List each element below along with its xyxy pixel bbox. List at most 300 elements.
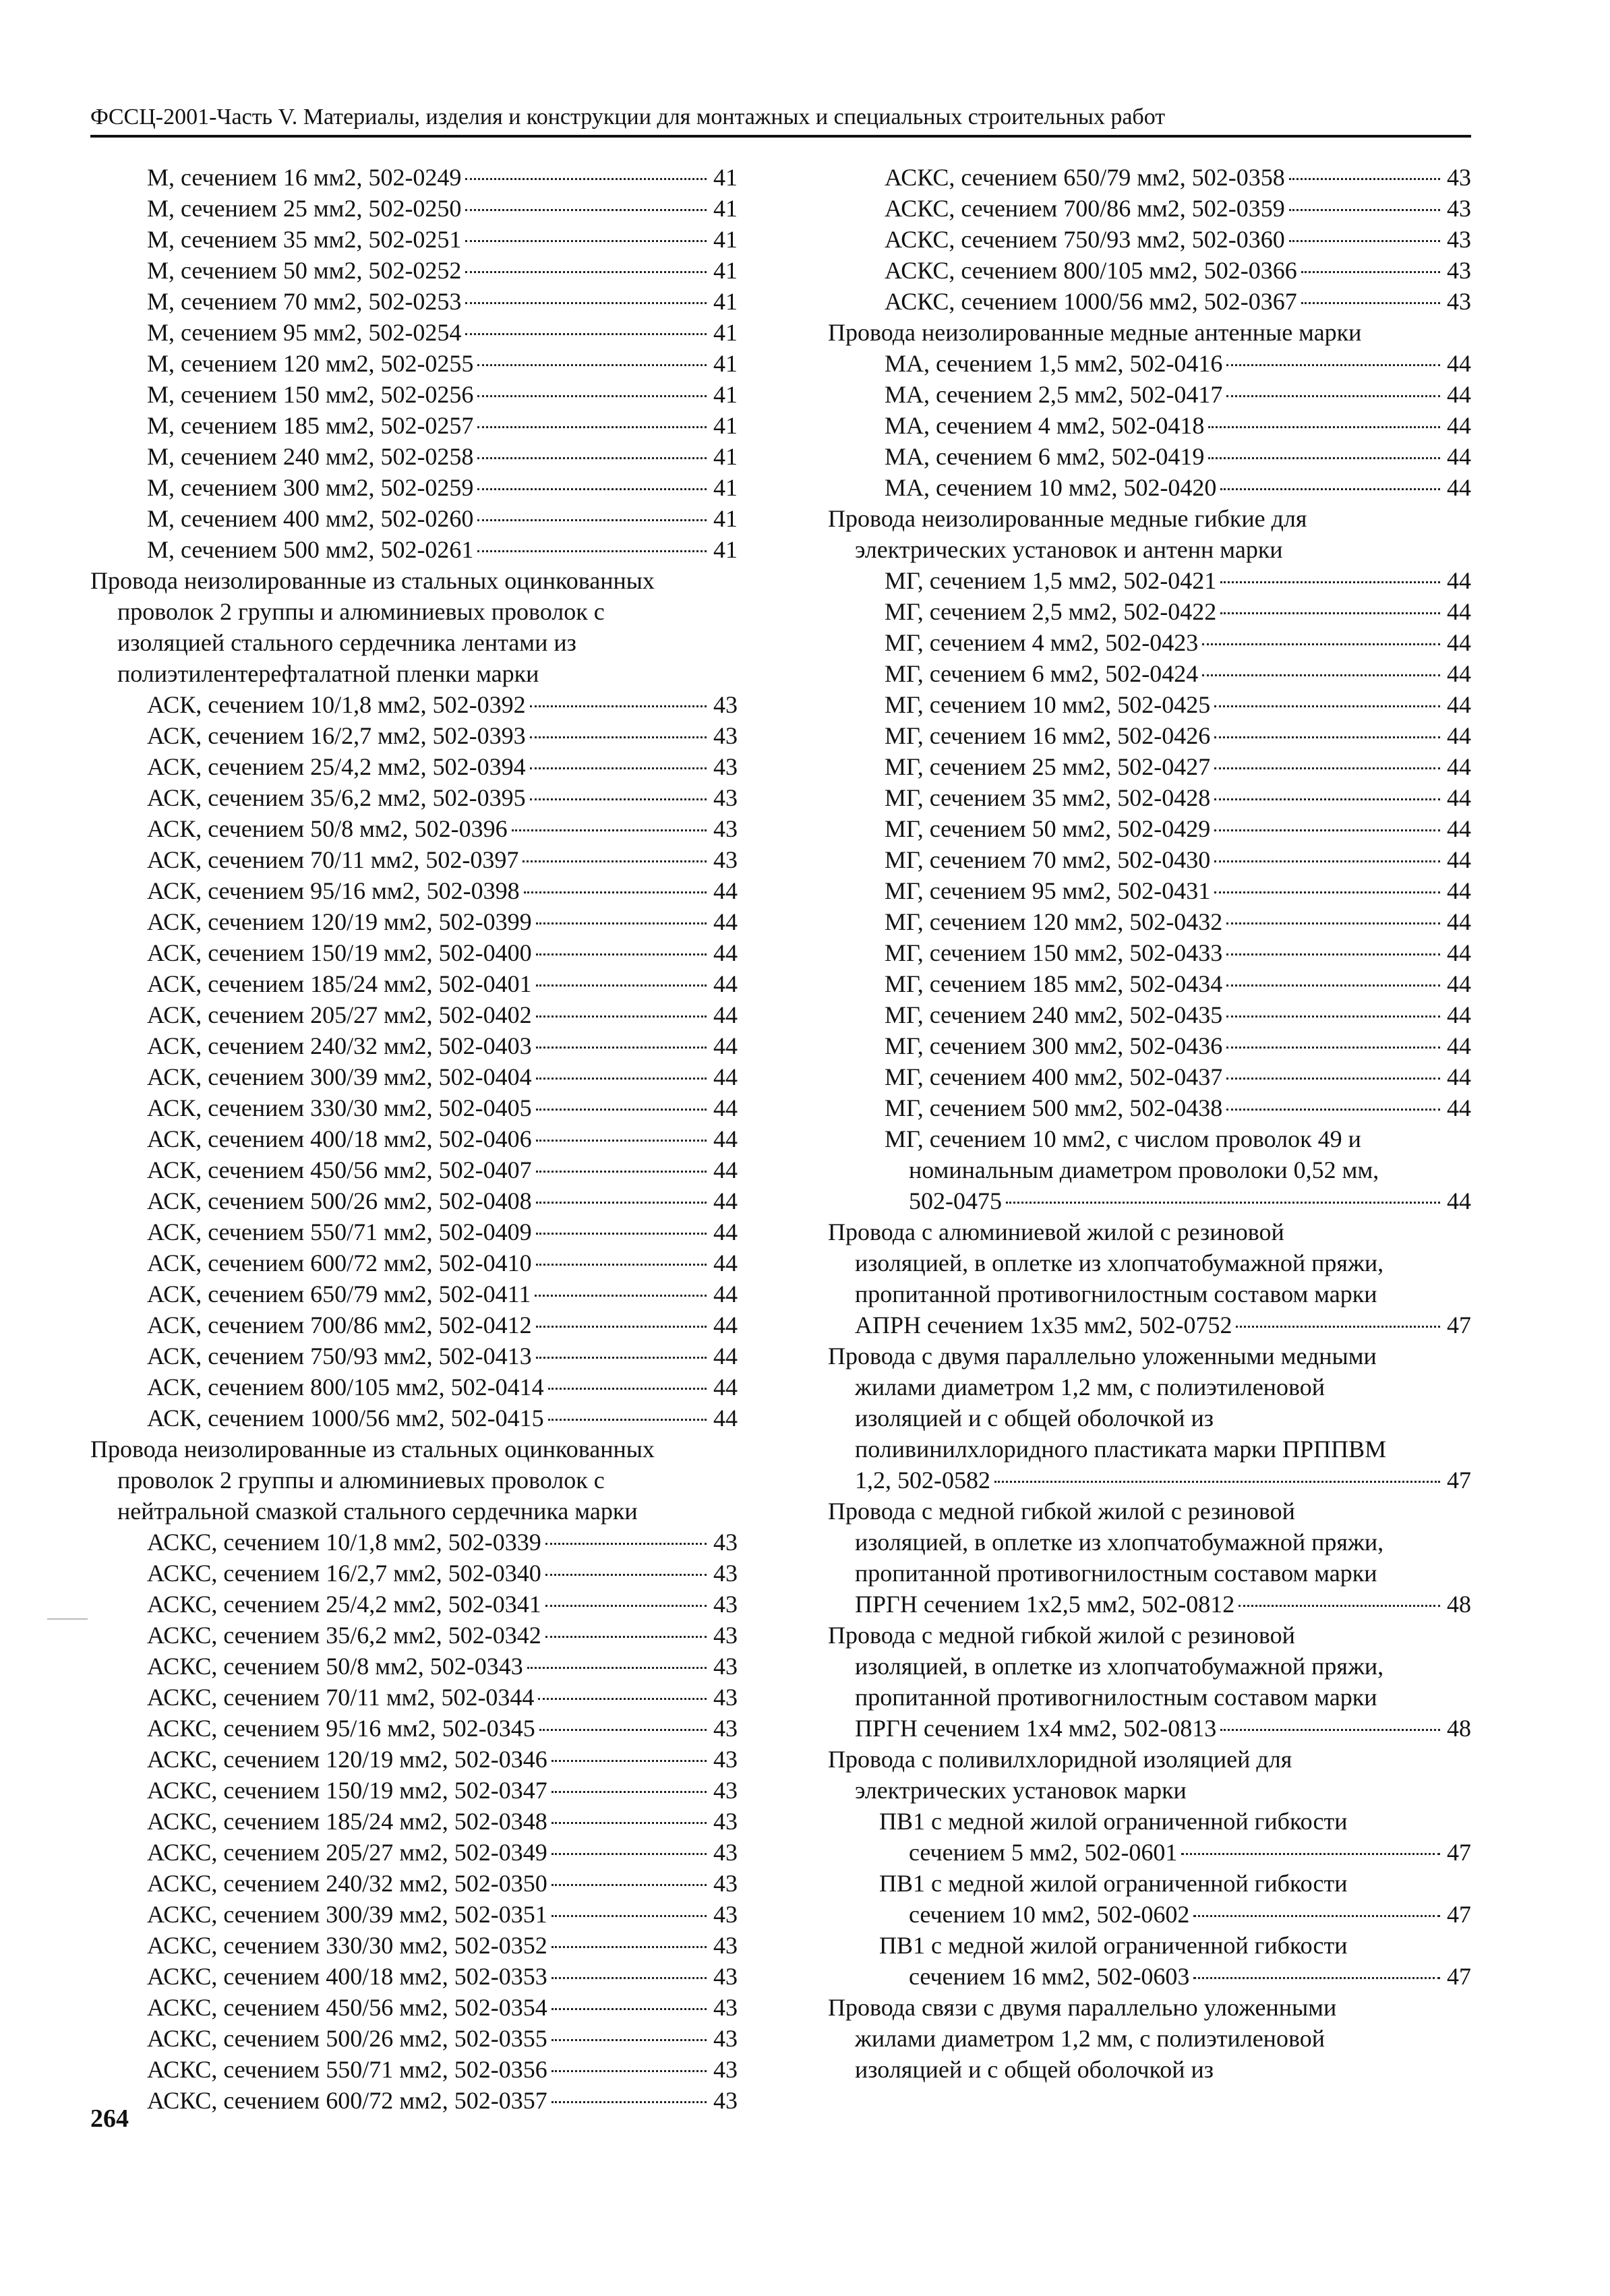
index-entry [828, 224, 1471, 255]
index-entry [90, 813, 738, 844]
dot-leader [465, 302, 707, 304]
dot-leader [548, 1419, 707, 1421]
dot-leader [545, 1636, 707, 1638]
index-entry [90, 720, 738, 751]
index-entry [828, 348, 1471, 379]
entry-page: 41 [713, 474, 738, 501]
group-heading-line: изоляцией стального сердечника лентами из [117, 629, 576, 656]
entry-label: МА, сечением 4 мм2, 502-0418 [885, 412, 1205, 439]
entry-page: 44 [1447, 1001, 1471, 1028]
dot-leader [551, 1884, 707, 1886]
entry-label: МГ, сечением 400 мм2, 502-0437 [885, 1063, 1223, 1090]
entry-label: АСК, сечением 400/18 мм2, 502-0406 [147, 1125, 532, 1152]
entry-label: АСК, сечением 95/16 мм2, 502-0398 [147, 877, 520, 904]
index-entry [90, 2054, 738, 2085]
group-heading-line: жилами диаметром 1,2 мм, с полиэтиленовой [855, 2025, 1325, 2052]
index-entry [828, 410, 1471, 441]
group-heading-line: Провода неизолированные из стальных оцинкованных [90, 1436, 655, 1463]
dot-leader [548, 1388, 707, 1390]
entry-page: 44 [1447, 474, 1471, 501]
entry-page: 41 [713, 319, 738, 346]
entry-label: МГ, сечением 240 мм2, 502-0435 [885, 1001, 1223, 1028]
dot-leader [527, 1667, 707, 1669]
index-entry [828, 751, 1471, 782]
entry-label: М, сечением 400 мм2, 502-0260 [147, 505, 474, 532]
entry-label: АСК, сечением 450/56 мм2, 502-0407 [147, 1156, 532, 1183]
index-entry [90, 1961, 738, 1992]
index-entry [90, 1806, 738, 1837]
group-heading-line: поливинилхлоридного пластиката марки ПРППВМ [855, 1436, 1387, 1463]
entry-page: 48 [1447, 1591, 1471, 1618]
entry-label: АСК, сечением 650/79 мм2, 502-0411 [147, 1281, 531, 1307]
dot-leader [545, 1543, 707, 1545]
dot-leader [1214, 891, 1440, 893]
dot-leader [1181, 1853, 1440, 1855]
entry-label: ПРГН сечением 1х4 мм2, 502-0813 [855, 1715, 1217, 1742]
entry-page: 44 [713, 1032, 738, 1059]
entry-label: АСК, сечением 750/93 мм2, 502-0413 [147, 1343, 532, 1370]
entry-page: 44 [713, 1405, 738, 1432]
dot-leader [1214, 860, 1440, 862]
entry-page: 44 [1447, 350, 1471, 377]
index-entry [828, 1309, 1471, 1341]
scan-artifact-line [47, 1618, 88, 1620]
entry-page: 44 [1447, 1187, 1471, 1214]
running-header: ФССЦ-2001-Часть V. Материалы, изделия и конструкции для монтажных и специальных строительных работ [90, 101, 1471, 138]
entry-page: 44 [713, 1218, 738, 1245]
index-entry [90, 1775, 738, 1806]
entry-label: МА, сечением 1,5 мм2, 502-0416 [885, 350, 1223, 377]
group-heading-line: Провода неизолированные медные антенные марки [828, 319, 1362, 346]
index-entry [90, 782, 738, 813]
entry-label: МГ, сечением 1,5 мм2, 502-0421 [885, 567, 1217, 594]
entry-label: МГ, сечением 10 мм2, 502-0425 [885, 691, 1211, 718]
entry-page: 44 [1447, 939, 1471, 966]
dot-leader [1289, 240, 1440, 242]
entry-page: 43 [713, 784, 738, 811]
page-number: 264 [90, 2104, 129, 2133]
entry-label: АСКС, сечением 500/26 мм2, 502-0355 [147, 2025, 547, 2052]
entry-label: МА, сечением 2,5 мм2, 502-0417 [885, 381, 1223, 408]
index-entry [828, 968, 1471, 999]
entry-page: 44 [713, 1156, 738, 1183]
dot-leader [512, 829, 707, 831]
entry-label: АСК, сечением 150/19 мм2, 502-0400 [147, 939, 532, 966]
entry-label: М, сечением 50 мм2, 502-0252 [147, 257, 462, 284]
dot-leader [1236, 1326, 1440, 1328]
dot-leader [465, 271, 707, 273]
index-entry [828, 782, 1471, 813]
index-entry [90, 1372, 738, 1403]
index-entry [828, 1837, 1471, 1868]
dot-leader [530, 798, 707, 800]
dot-leader [536, 1140, 707, 1142]
entry-label: АСК, сечением 35/6,2 мм2, 502-0395 [147, 784, 526, 811]
index-entry [828, 1713, 1471, 1744]
entry-label: АСК, сечением 1000/56 мм2, 502-0415 [147, 1405, 544, 1432]
entry-label: М, сечением 35 мм2, 502-0251 [147, 226, 462, 253]
entry-label: АСКС, сечением 240/32 мм2, 502-0350 [147, 1870, 547, 1897]
dot-leader [1226, 1109, 1440, 1111]
index-entry [90, 317, 738, 348]
index-entry [90, 1527, 738, 1558]
entry-label: АСКС, сечением 95/16 мм2, 502-0345 [147, 1715, 535, 1742]
index-entry [90, 1216, 738, 1247]
dot-leader [477, 519, 707, 521]
index-entry [90, 2085, 738, 2116]
dot-leader [536, 922, 707, 924]
group-heading-line: пропитанной противогнилостным составом марки [855, 1560, 1377, 1587]
entry-page: 43 [713, 691, 738, 718]
entry-page: 43 [713, 2025, 738, 2052]
group-heading-line: Провода неизолированные из стальных оцинкованных [90, 567, 655, 594]
index-entry [828, 844, 1471, 875]
entry-page: 43 [713, 1653, 738, 1680]
index-entry [90, 1744, 738, 1775]
dot-leader [539, 1729, 707, 1731]
dot-leader [1220, 581, 1440, 583]
entry-page: 44 [1447, 1063, 1471, 1090]
dot-leader [523, 860, 707, 862]
entry-label: МГ, сечением 25 мм2, 502-0427 [885, 753, 1211, 780]
entry-page: 43 [713, 2056, 738, 2083]
index-entry [90, 1185, 738, 1216]
entry-page: 44 [713, 908, 738, 935]
index-entry [90, 751, 738, 782]
entry-page: 44 [713, 877, 738, 904]
entry-label: АСК, сечением 205/27 мм2, 502-0402 [147, 1001, 532, 1028]
dot-leader [551, 1822, 707, 1824]
entry-label: АПРН сечением 1х35 мм2, 502-0752 [855, 1312, 1232, 1338]
entry-label: АСК, сечением 600/72 мм2, 502-0410 [147, 1249, 532, 1276]
group-heading-line: Провода с двумя параллельно уложенными медными [828, 1343, 1377, 1370]
dot-leader [530, 767, 707, 769]
index-entry [90, 1558, 738, 1589]
dot-leader [465, 178, 707, 180]
entry-label: АСК, сечением 330/30 мм2, 502-0405 [147, 1094, 532, 1121]
group-heading-line: изоляцией, в оплетке из хлопчатобумажной пряжи, [855, 1249, 1384, 1276]
dot-leader [1226, 395, 1440, 397]
group-heading-line: ПВ1 с медной жилой ограниченной гибкости [879, 1932, 1348, 1959]
dot-leader [477, 364, 707, 366]
entry-label: сечением 5 мм2, 502-0601 [909, 1839, 1178, 1866]
index-entry [90, 1092, 738, 1123]
entry-page: 44 [1447, 877, 1471, 904]
dot-leader [536, 1202, 707, 1204]
entry-label: М, сечением 300 мм2, 502-0259 [147, 474, 474, 501]
group-heading-line: проволок 2 группы и алюминиевых проволок с [117, 1467, 605, 1494]
group-heading-line: жилами диаметром 1,2 мм, с полиэтиленовой [855, 1374, 1325, 1401]
dot-leader [1214, 736, 1440, 738]
entry-page: 41 [713, 381, 738, 408]
entry-label: М, сечением 500 мм2, 502-0261 [147, 536, 474, 563]
group-heading-line: полиэтилентерефталатной пленки марки [117, 660, 539, 687]
group-heading-line: нейтральной смазкой стального сердечника марки [117, 1498, 638, 1525]
index-entry [828, 720, 1471, 751]
dot-leader [1214, 798, 1440, 800]
index-entry [90, 875, 738, 906]
dot-leader [536, 953, 707, 955]
dot-leader [551, 1760, 707, 1762]
index-entry [90, 1123, 738, 1154]
entry-page: 43 [1447, 288, 1471, 315]
entry-label: М, сечением 16 мм2, 502-0249 [147, 164, 462, 191]
entry-label: М, сечением 95 мм2, 502-0254 [147, 319, 462, 346]
dot-leader [536, 1171, 707, 1173]
entry-page: 44 [1447, 1032, 1471, 1059]
index-entry [90, 379, 738, 410]
entry-page: 43 [713, 1560, 738, 1587]
dot-leader [551, 2070, 707, 2072]
dot-leader [536, 1264, 707, 1266]
entry-page: 44 [1447, 629, 1471, 656]
index-entry [828, 1899, 1471, 1930]
entry-label: АСК, сечением 800/105 мм2, 502-0414 [147, 1374, 544, 1401]
entry-label: М, сечением 150 мм2, 502-0256 [147, 381, 474, 408]
dot-leader [1226, 1015, 1440, 1018]
index-entry [90, 1154, 738, 1185]
dot-leader [1301, 271, 1440, 273]
index-entry [828, 596, 1471, 627]
index-entry [90, 1651, 738, 1682]
group-heading-line: Провода с поливилхлоридной изоляцией для [828, 1746, 1292, 1773]
index-entry [90, 410, 738, 441]
entry-label: АСКС, сечением 50/8 мм2, 502-0343 [147, 1653, 523, 1680]
index-entry [828, 565, 1471, 596]
entry-page: 43 [1447, 257, 1471, 284]
index-entry [90, 1341, 738, 1372]
entry-label: АСКС, сечением 400/18 мм2, 502-0353 [147, 1963, 547, 1990]
entry-page: 43 [713, 1839, 738, 1866]
dot-leader [477, 426, 707, 428]
group-heading-line: пропитанной противогнилостным составом марки [855, 1281, 1377, 1307]
entry-label: М, сечением 240 мм2, 502-0258 [147, 443, 474, 470]
entry-page: 44 [713, 1312, 738, 1338]
entry-page: 44 [1447, 846, 1471, 873]
dot-leader [551, 1791, 707, 1793]
entry-page: 47 [1447, 1467, 1471, 1494]
entry-page: 43 [713, 1963, 738, 1990]
dot-leader [536, 1078, 707, 1080]
entry-page: 43 [1447, 195, 1471, 222]
group-heading-line: МГ, сечением 10 мм2, с числом проволок 49 и [885, 1125, 1361, 1152]
entry-label: АСКС, сечением 800/105 мм2, 502-0366 [885, 257, 1297, 284]
index-entry [828, 162, 1471, 193]
entry-page: 41 [713, 505, 738, 532]
dot-leader [1239, 1605, 1440, 1607]
entry-page: 44 [713, 1343, 738, 1370]
dot-leader [538, 1698, 707, 1700]
index-entry [90, 1620, 738, 1651]
index-entry [90, 224, 738, 255]
group-heading-line: Провода с медной гибкой жилой с резиновой [828, 1498, 1295, 1525]
entry-label: АСКС, сечением 300/39 мм2, 502-0351 [147, 1901, 547, 1928]
entry-page: 43 [713, 1777, 738, 1804]
entry-page: 43 [713, 1870, 738, 1897]
entry-page: 44 [1447, 660, 1471, 687]
entry-page: 43 [713, 1808, 738, 1835]
entry-page: 43 [713, 1684, 738, 1711]
entry-label: МА, сечением 6 мм2, 502-0419 [885, 443, 1205, 470]
dot-leader [1006, 1202, 1440, 1204]
group-heading-line: пропитанной противогнилостным составом марки [855, 1684, 1377, 1711]
entry-page: 41 [713, 195, 738, 222]
entry-label: АСК, сечением 10/1,8 мм2, 502-0392 [147, 691, 526, 718]
index-entry [90, 1589, 738, 1620]
index-entry [90, 472, 738, 503]
entry-page: 44 [713, 1374, 738, 1401]
entry-page: 43 [713, 1932, 738, 1959]
entry-label: МГ, сечением 35 мм2, 502-0428 [885, 784, 1211, 811]
entry-page: 43 [713, 815, 738, 842]
group-heading-line: ПВ1 с медной жилой ограниченной гибкости [879, 1870, 1348, 1897]
dot-leader [545, 1605, 707, 1607]
entry-page: 41 [713, 536, 738, 563]
entry-page: 44 [1447, 970, 1471, 997]
dot-leader [545, 1574, 707, 1576]
entry-label: МГ, сечением 70 мм2, 502-0430 [885, 846, 1211, 873]
dot-leader [536, 1233, 707, 1235]
entry-label: М, сечением 185 мм2, 502-0257 [147, 412, 474, 439]
entry-label: АСК, сечением 240/32 мм2, 502-0403 [147, 1032, 532, 1059]
entry-label: АСКС, сечением 16/2,7 мм2, 502-0340 [147, 1560, 541, 1587]
index-entry [90, 1061, 738, 1092]
entry-label: АСКС, сечением 120/19 мм2, 502-0346 [147, 1746, 547, 1773]
dot-leader [551, 2008, 707, 2010]
dot-leader [465, 333, 707, 335]
dot-leader [551, 2039, 707, 2041]
entry-label: МГ, сечением 2,5 мм2, 502-0422 [885, 598, 1217, 625]
dot-leader [477, 488, 707, 490]
entry-page: 41 [713, 443, 738, 470]
entry-page: 44 [1447, 722, 1471, 749]
entry-page: 44 [1447, 815, 1471, 842]
entry-label: АСКС, сечением 600/72 мм2, 502-0357 [147, 2087, 547, 2114]
entry-page: 44 [1447, 753, 1471, 780]
group-heading-line: номинальным диаметром проволоки 0,52 мм, [909, 1156, 1379, 1183]
entry-label: МГ, сечением 6 мм2, 502-0424 [885, 660, 1199, 687]
entry-label: АСКС, сечением 700/86 мм2, 502-0359 [885, 195, 1285, 222]
dot-leader [1220, 1729, 1440, 1731]
entry-page: 41 [713, 164, 738, 191]
index-entry [90, 968, 738, 999]
entry-page: 43 [713, 1529, 738, 1556]
dot-leader [1193, 1915, 1440, 1917]
dot-leader [1208, 457, 1440, 459]
index-entry [828, 286, 1471, 317]
entry-label: МГ, сечением 185 мм2, 502-0434 [885, 970, 1223, 997]
entry-label: 502-0475 [909, 1187, 1002, 1214]
entry-page: 44 [1447, 691, 1471, 718]
dot-leader [994, 1481, 1440, 1483]
entry-label: МГ, сечением 500 мм2, 502-0438 [885, 1094, 1223, 1121]
dot-leader [530, 705, 707, 707]
entry-label: АСКС, сечением 450/56 мм2, 502-0354 [147, 1994, 547, 2021]
index-entry [90, 1309, 738, 1341]
entry-label: АСКС, сечением 70/11 мм2, 502-0344 [147, 1684, 535, 1711]
entry-label: МГ, сечением 95 мм2, 502-0431 [885, 877, 1211, 904]
entry-label: АСК, сечением 70/11 мм2, 502-0397 [147, 846, 519, 873]
dot-leader [1226, 1078, 1440, 1080]
index-entry [90, 1930, 738, 1961]
entry-label: АСКС, сечением 205/27 мм2, 502-0349 [147, 1839, 547, 1866]
group-heading-line: изоляцией, в оплетке из хлопчатобумажной пряжи, [855, 1653, 1384, 1680]
entry-page: 44 [1447, 598, 1471, 625]
entry-page: 48 [1447, 1715, 1471, 1742]
dot-leader [551, 1915, 707, 1917]
dot-leader [551, 1853, 707, 1855]
dot-leader [530, 736, 707, 738]
index-entry [828, 1465, 1471, 1496]
index-entry [828, 999, 1471, 1030]
entry-page: 43 [713, 2087, 738, 2114]
entry-label: АСКС, сечением 185/24 мм2, 502-0348 [147, 1808, 547, 1835]
dot-leader [1301, 302, 1440, 304]
index-column-left [90, 162, 738, 2116]
index-entry [828, 658, 1471, 689]
index-entry [828, 1961, 1471, 1992]
entry-page: 43 [713, 722, 738, 749]
entry-label: АСКС, сечением 10/1,8 мм2, 502-0339 [147, 1529, 541, 1556]
entry-page: 44 [713, 1094, 738, 1121]
index-entry [828, 193, 1471, 224]
index-entry [90, 1868, 738, 1899]
dot-leader [1214, 705, 1440, 707]
entry-label: АСК, сечением 300/39 мм2, 502-0404 [147, 1063, 532, 1090]
index-entry [90, 1992, 738, 2023]
index-entry [828, 689, 1471, 720]
index-entry [90, 348, 738, 379]
group-heading-line: электрических установок и антенн марки [855, 536, 1283, 563]
entry-label: АСКС, сечением 550/71 мм2, 502-0356 [147, 2056, 547, 2083]
entry-page: 43 [1447, 164, 1471, 191]
dot-leader [1226, 922, 1440, 924]
dot-leader [1202, 643, 1440, 645]
index-entry [90, 534, 738, 565]
entry-page: 41 [713, 350, 738, 377]
entry-page: 47 [1447, 1839, 1471, 1866]
entry-page: 44 [713, 970, 738, 997]
dot-leader [536, 1109, 707, 1111]
entry-label: АСКС, сечением 750/93 мм2, 502-0360 [885, 226, 1285, 253]
group-heading-line: проволок 2 группы и алюминиевых проволок с [117, 598, 605, 625]
group-heading-line: Провода с алюминиевой жилой с резиновой [828, 1218, 1284, 1245]
entry-page: 43 [713, 846, 738, 873]
dot-leader [535, 1295, 707, 1297]
dot-leader [1220, 612, 1440, 614]
entry-label: МГ, сечением 120 мм2, 502-0432 [885, 908, 1223, 935]
index-entry [828, 472, 1471, 503]
index-entry [90, 1278, 738, 1309]
entry-page: 44 [713, 1063, 738, 1090]
entry-page: 41 [713, 226, 738, 253]
group-heading-line: изоляцией и с общей оболочкой из [855, 2056, 1214, 2083]
dot-leader [1226, 953, 1440, 955]
entry-label: АСКС, сечением 650/79 мм2, 502-0358 [885, 164, 1285, 191]
entry-label: сечением 16 мм2, 502-0603 [909, 1963, 1190, 1990]
group-heading-line: Провода с медной гибкой жилой с резиновой [828, 1622, 1295, 1649]
dot-leader [465, 240, 707, 242]
dot-leader [1214, 829, 1440, 831]
entry-page: 47 [1447, 1963, 1471, 1990]
index-entry [90, 162, 738, 193]
index-entry [90, 286, 738, 317]
entry-label: АСК, сечением 500/26 мм2, 502-0408 [147, 1187, 532, 1214]
index-entry [828, 441, 1471, 472]
entry-page: 44 [1447, 443, 1471, 470]
dot-leader [1202, 674, 1440, 676]
entry-page: 44 [1447, 412, 1471, 439]
